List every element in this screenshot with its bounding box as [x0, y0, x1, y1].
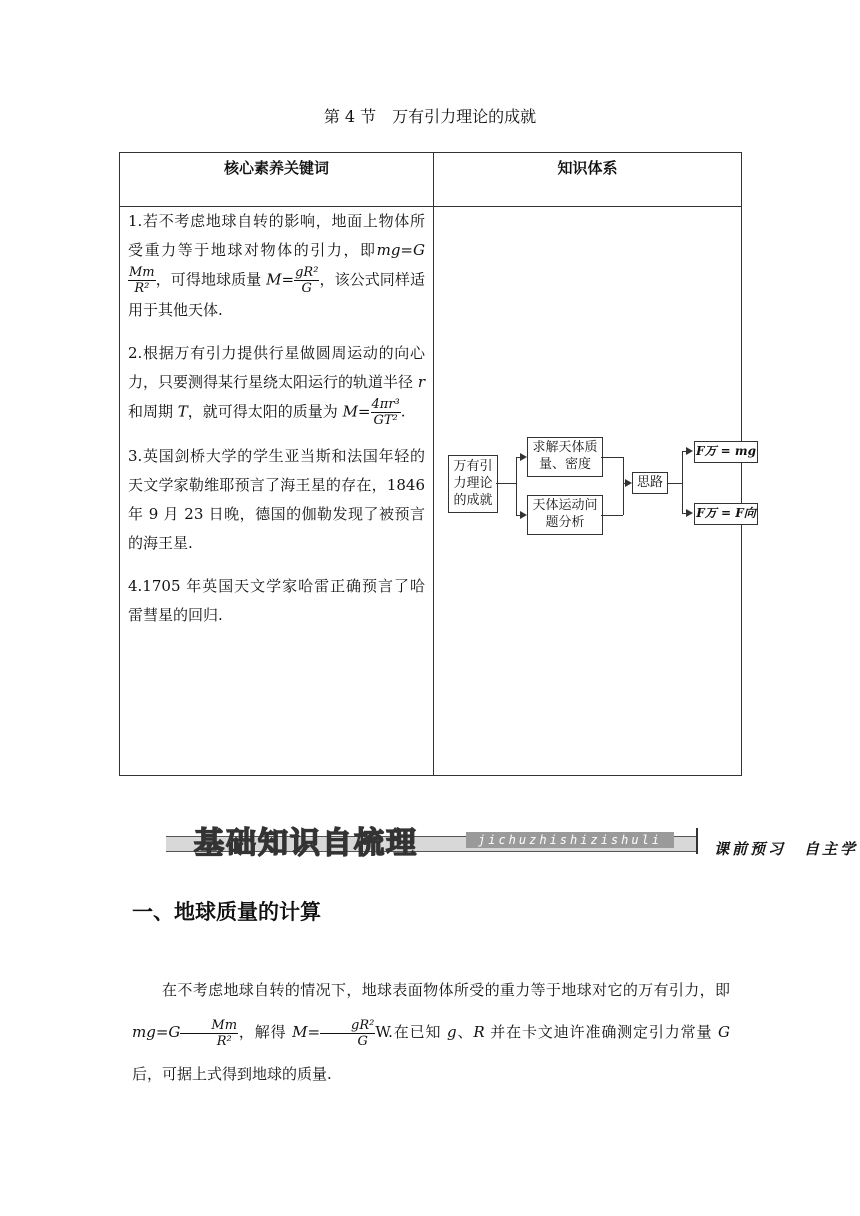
diagram-branch-motion: 天体运动问题分析: [527, 495, 603, 535]
header-knowledge: 知识体系: [434, 153, 742, 207]
page-title: 第 4 节 万有引力理论的成就: [323, 107, 537, 126]
keyword-item-1: 1.若不考虑地球自转的影响，地面上物体所受重力等于地球对物体的引力，即mg=G $\frac{Mm}{\text{R²}}$ ，可得地球质量 M= $\frac{\text{gR²}}{G}$ ，该公式同样适用于其他天体.: [128, 212, 425, 319]
core-table: [119, 152, 757, 776]
header-keywords: 核心素养关键词: [120, 153, 434, 207]
keyword-item-4: 4.1705 年英国天文学家哈雷正确预言了哈雷彗星的回归.: [128, 577, 425, 624]
diagram-formula-gravity: F万 = mg: [694, 441, 758, 463]
diagram-approach: 思路: [632, 472, 668, 494]
banner-pinyin: jichuzhishizishuli: [466, 832, 674, 848]
section-paragraph: 在不考虑地球自转的情况下，地球表面物体所受的重力等于地球对它的万有引力，即 mg=G $\frac{Mm}{\text{R²}}$ ，解得 M= $\frac{\text{gR²}}{G}$ W.在已知 g、R 并在卡文迪许准确测定引力常量 G 后，可据上式得到地球的质量.: [132, 981, 730, 1083]
keyword-item-2: 2.根据万有引力提供行星做圆周运动的向心力，只要测得某行星绕太阳运行的轨道半径 r 和周期 T，就可得太阳的质量为 M= $\frac{\text{4πr³}}{\text{GT²}}$ .: [128, 344, 425, 428]
knowledge-diagram: [446, 437, 757, 537]
banner-subtitle: 课前预习 自主学: [714, 840, 859, 858]
keywords-cell: [120, 207, 434, 776]
knowledge-cell: [434, 207, 757, 776]
banner-title: 基础知识自梳理: [194, 826, 418, 861]
diagram-root: 万有引力理论的成就: [448, 455, 498, 513]
keyword-item-3: 3.英国剑桥大学的学生亚当斯和法国年轻的天文学家勒维耶预言了海王星的存在，1846 年 9 月 23 日晚，德国的伽勒发现了被预言的海王星.: [128, 447, 425, 552]
diagram-formula-centripetal: F万 = F向: [694, 503, 758, 525]
section-banner: [166, 818, 860, 861]
section-heading: 一、地球质量的计算: [132, 900, 321, 924]
diagram-branch-mass: 求解天体质量、密度: [527, 437, 603, 477]
